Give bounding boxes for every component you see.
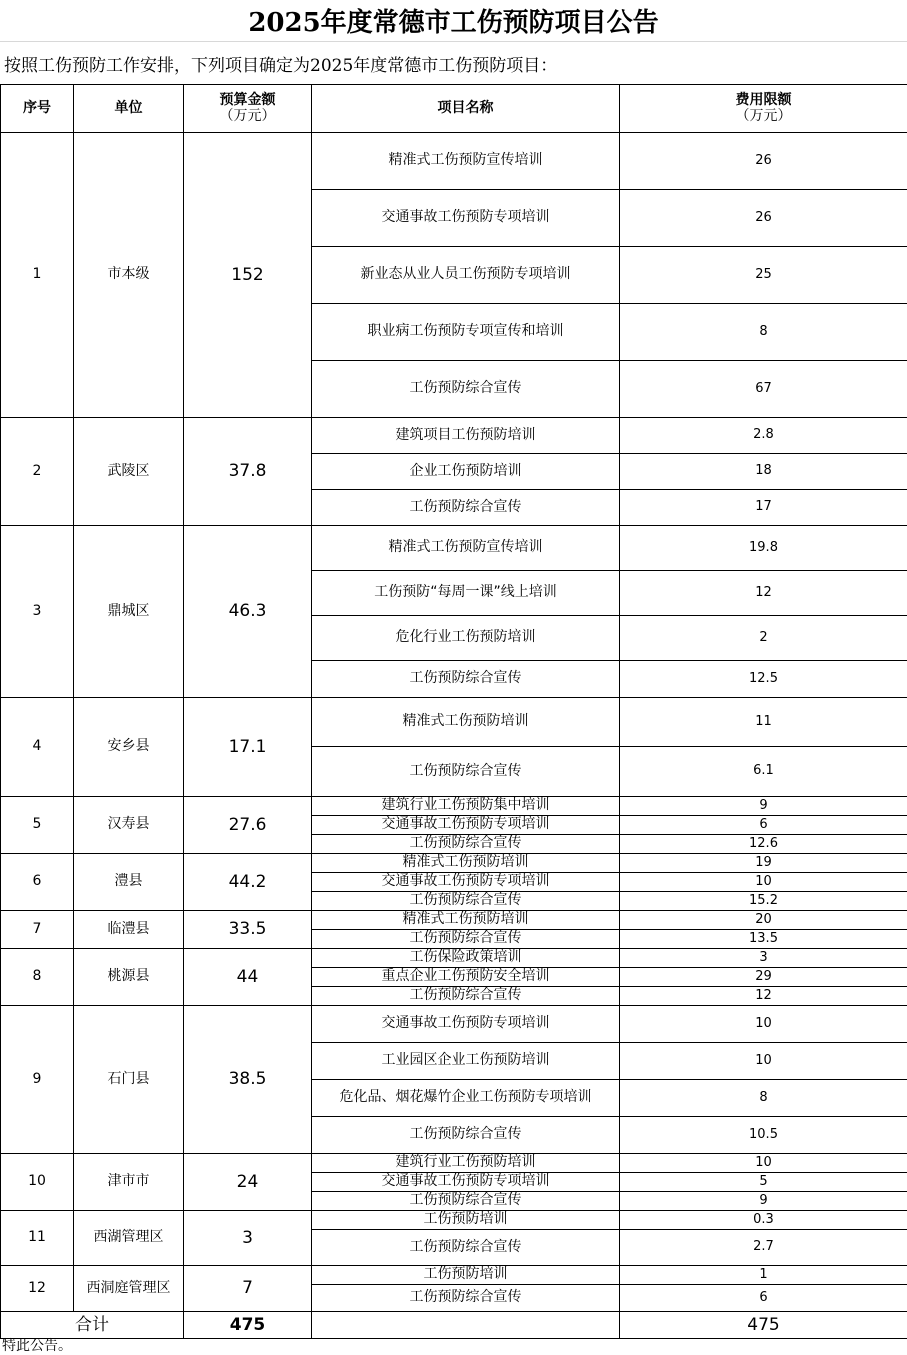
header-limit [620, 85, 907, 133]
table-row [1, 698, 907, 747]
cell-index: 10 [1, 1154, 74, 1211]
header-project: 项目名称 [312, 85, 620, 133]
cell-project-name: 工伤预防综合宣传 [312, 490, 620, 526]
header-index: 序号 [1, 85, 74, 133]
cell-project-name: 工伤预防综合宣传 [312, 661, 620, 698]
cell-limit: 12.6 [620, 835, 907, 854]
cell-limit: 11 [620, 698, 907, 747]
cell-limit: 26 [620, 190, 907, 247]
table-row [1, 418, 907, 454]
cell-project-name: 职业病工伤预防专项宣传和培训 [312, 304, 620, 361]
cell-limit: 0.3 [620, 1211, 907, 1230]
cell-project-name: 工伤预防综合宣传 [312, 1230, 620, 1266]
header-limit-line2: （万元） [735, 107, 792, 124]
closing-text: 特此公告。 [2, 1338, 72, 1354]
cell-project-name: 工伤预防综合宣传 [312, 747, 620, 797]
header-limit-line1: 费用限额 [735, 92, 792, 109]
cell-budget: 44.2 [184, 854, 312, 911]
cell-project-name: 工伤预防综合宣传 [312, 930, 620, 949]
cell-limit: 1 [620, 1266, 907, 1285]
cell-project-name: 工业园区企业工伤预防培训 [312, 1043, 620, 1080]
cell-project-name: 新业态从业人员工伤预防专项培训 [312, 247, 620, 304]
header-budget-line1: 预算金额 [219, 92, 276, 109]
cell-limit: 2.8 [620, 418, 907, 454]
cell-project-name: 工伤保险政策培训 [312, 949, 620, 968]
table-row [1, 854, 907, 873]
cell-project-name: 企业工伤预防培训 [312, 454, 620, 490]
cell-budget: 37.8 [184, 418, 312, 526]
table-body [1, 133, 907, 1339]
cell-budget: 44 [184, 949, 312, 1006]
cell-index: 3 [1, 526, 74, 698]
cell-budget: 3 [184, 1211, 312, 1266]
cell-project-name: 精准式工伤预防宣传培训 [312, 133, 620, 190]
cell-unit: 石门县 [74, 1006, 184, 1154]
cell-project-name: 工伤预防综合宣传 [312, 361, 620, 418]
cell-unit: 西洞庭管理区 [74, 1266, 184, 1312]
cell-unit: 市本级 [74, 133, 184, 418]
cell-unit: 津市市 [74, 1154, 184, 1211]
total-row [1, 1312, 907, 1339]
table-row [1, 1266, 907, 1285]
table-row [1, 526, 907, 571]
table-row [1, 949, 907, 968]
cell-project-name: 交通事故工伤预防专项培训 [312, 873, 620, 892]
cell-project-name: 工伤预防综合宣传 [312, 1117, 620, 1154]
cell-limit: 18 [620, 454, 907, 490]
cell-project-name: 精准式工伤预防培训 [312, 911, 620, 930]
cell-limit: 3 [620, 949, 907, 968]
cell-index: 12 [1, 1266, 74, 1312]
table-row [1, 911, 907, 930]
cell-limit: 10.5 [620, 1117, 907, 1154]
cell-limit: 67 [620, 361, 907, 418]
cell-budget: 27.6 [184, 797, 312, 854]
cell-project-name: 工伤预防综合宣传 [312, 987, 620, 1006]
table-row [1, 797, 907, 816]
cell-project-name: 交通事故工伤预防专项培训 [312, 816, 620, 835]
cell-project-name: 危化品、烟花爆竹企业工伤预防专项培训 [312, 1080, 620, 1117]
cell-project-name: 工伤预防综合宣传 [312, 892, 620, 911]
cell-limit: 10 [620, 873, 907, 892]
cell-unit: 汉寿县 [74, 797, 184, 854]
cell-limit: 2 [620, 616, 907, 661]
header-budget-line2: （万元） [219, 107, 276, 124]
cell-unit: 安乡县 [74, 698, 184, 797]
cell-budget: 7 [184, 1266, 312, 1312]
cell-unit: 鼎城区 [74, 526, 184, 698]
cell-project-name: 交通事故工伤预防专项培训 [312, 1173, 620, 1192]
cell-limit: 5 [620, 1173, 907, 1192]
header-unit: 单位 [74, 85, 184, 133]
cell-project-name: 工伤预防培训 [312, 1266, 620, 1285]
cell-project-name: 交通事故工伤预防专项培训 [312, 190, 620, 247]
cell-limit: 6 [620, 1285, 907, 1312]
cell-unit: 桃源县 [74, 949, 184, 1006]
cell-project-name: 工伤预防培训 [312, 1211, 620, 1230]
header-budget [184, 85, 312, 133]
intro-text: 按照工伤预防工作安排，下列项目确定为2025年度常德市工伤预防项目： [4, 55, 558, 76]
cell-limit: 15.2 [620, 892, 907, 911]
cell-budget: 152 [184, 133, 312, 418]
cell-budget: 38.5 [184, 1006, 312, 1154]
cell-limit: 12 [620, 571, 907, 616]
cell-budget: 24 [184, 1154, 312, 1211]
cell-limit: 20 [620, 911, 907, 930]
cell-limit: 8 [620, 304, 907, 361]
cell-limit: 6 [620, 816, 907, 835]
cell-limit: 12 [620, 987, 907, 1006]
cell-limit: 6.1 [620, 747, 907, 797]
cell-project-name: 工伤预防综合宣传 [312, 835, 620, 854]
cell-unit: 澧县 [74, 854, 184, 911]
cell-limit: 10 [620, 1154, 907, 1173]
project-table [0, 84, 907, 1339]
cell-unit: 武陵区 [74, 418, 184, 526]
cell-unit: 西湖管理区 [74, 1211, 184, 1266]
table-row [1, 133, 907, 190]
cell-limit: 13.5 [620, 930, 907, 949]
cell-project-name: 交通事故工伤预防专项培训 [312, 1006, 620, 1043]
cell-budget: 17.1 [184, 698, 312, 797]
cell-budget: 33.5 [184, 911, 312, 949]
cell-index: 4 [1, 698, 74, 797]
cell-index: 6 [1, 854, 74, 911]
cell-limit: 8 [620, 1080, 907, 1117]
total-budget: 475 [184, 1312, 312, 1339]
cell-limit: 2.7 [620, 1230, 907, 1266]
cell-limit: 9 [620, 797, 907, 816]
cell-index: 8 [1, 949, 74, 1006]
cell-limit: 19.8 [620, 526, 907, 571]
page-title: 2025年度常德市工伤预防项目公告 [0, 0, 907, 42]
cell-project-name: 建筑行业工伤预防集中培训 [312, 797, 620, 816]
cell-limit: 10 [620, 1043, 907, 1080]
cell-project-name: 建筑项目工伤预防培训 [312, 418, 620, 454]
cell-unit: 临澧县 [74, 911, 184, 949]
cell-index: 7 [1, 911, 74, 949]
cell-index: 5 [1, 797, 74, 854]
cell-index: 9 [1, 1006, 74, 1154]
table-row [1, 1154, 907, 1173]
cell-project-name: 工伤预防“每周一课”线上培训 [312, 571, 620, 616]
cell-project-name: 精准式工伤预防培训 [312, 698, 620, 747]
cell-limit: 12.5 [620, 661, 907, 698]
cell-project-name: 危化行业工伤预防培训 [312, 616, 620, 661]
total-limit: 475 [620, 1312, 907, 1339]
cell-limit: 9 [620, 1192, 907, 1211]
cell-project-name: 精准式工伤预防培训 [312, 854, 620, 873]
cell-limit: 29 [620, 968, 907, 987]
cell-limit: 17 [620, 490, 907, 526]
cell-limit: 19 [620, 854, 907, 873]
cell-project-name: 工伤预防综合宣传 [312, 1192, 620, 1211]
cell-limit: 25 [620, 247, 907, 304]
total-project-empty [312, 1312, 620, 1339]
cell-index: 1 [1, 133, 74, 418]
cell-limit: 26 [620, 133, 907, 190]
cell-project-name: 工伤预防综合宣传 [312, 1285, 620, 1312]
cell-index: 11 [1, 1211, 74, 1266]
cell-budget: 46.3 [184, 526, 312, 698]
total-label: 合计 [1, 1312, 184, 1339]
cell-limit: 10 [620, 1006, 907, 1043]
cell-project-name: 建筑行业工伤预防培训 [312, 1154, 620, 1173]
table-row [1, 1211, 907, 1230]
cell-index: 2 [1, 418, 74, 526]
cell-project-name: 精准式工伤预防宣传培训 [312, 526, 620, 571]
table-row [1, 1006, 907, 1043]
table-header-row [1, 85, 907, 133]
cell-project-name: 重点企业工伤预防安全培训 [312, 968, 620, 987]
